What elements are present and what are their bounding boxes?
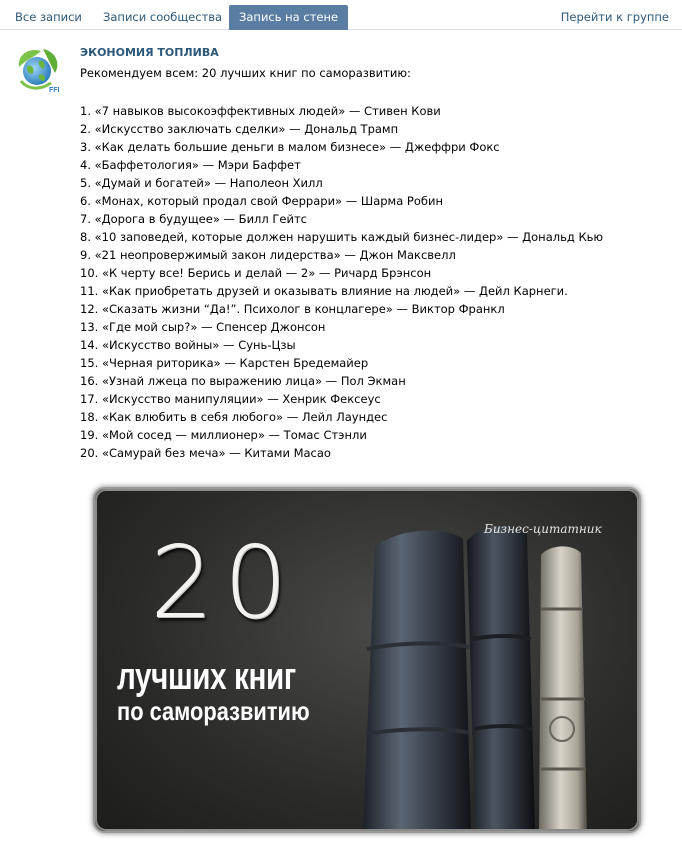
post	[80, 46, 670, 462]
book-item: 15. «Черная риторика» — Карстен Бредемайер	[80, 356, 369, 370]
book-spine-3	[539, 546, 587, 831]
book-item: 3. «Как делать большие деньги в малом бизнесе» — Джеффри Фокс	[80, 140, 500, 154]
image-caption: Бизнес-цитатник	[484, 522, 602, 536]
tab-bar	[0, 0, 682, 30]
book-item: 10. «К черту все! Берись и делай — 2» — Ричард Брэнсон	[80, 266, 432, 280]
tab-community-posts[interactable]: Записи сообщества	[103, 10, 223, 24]
tab-wall-post[interactable]: Запись на стене	[229, 5, 348, 30]
book-spine-1	[363, 531, 471, 831]
book-item: 1. «7 навыков высокоэффективных людей» — Стивен Кови	[80, 104, 441, 118]
book-item: 8. «10 заповедей, которые должен нарушить каждый бизнес-лидер» — Дональд Кью	[80, 230, 604, 244]
book-item: 12. «Сказать жизни “Да!”. Психолог в концлагере» — Виктор Франкл	[80, 302, 505, 316]
book-item: 4. «Баффетология» — Мэри Баффет	[80, 158, 301, 172]
avatar[interactable]	[13, 45, 63, 95]
image-title-line2: по саморазвитию	[117, 696, 310, 726]
image-title-line1: лучших книг	[117, 656, 296, 698]
avatar-badge: FFI	[49, 87, 60, 94]
book-item: 19. «Мой сосед — миллионер» — Томас Стэнли	[80, 428, 367, 442]
book-item: 11. «Как приобретать друзей и оказывать влияние на людей» — Дейл Карнеги.	[80, 284, 568, 298]
book-item: 5. «Думай и богатей» — Наполеон Хилл	[80, 176, 323, 190]
globe-leaf-logo-icon	[13, 45, 63, 95]
book-item: 9. «21 неопровержимый закон лидерства» — Джон Максвелл	[80, 248, 456, 262]
book-item: 20. «Самурай без меча» — Китами Масао	[80, 446, 331, 460]
book-spine-2	[467, 526, 535, 831]
book-item: 18. «Как влюбить в себя любого» — Лейл Лаундес	[80, 410, 388, 424]
book-item: 2. «Искусство заключать сделки» — Дональд Трамп	[80, 122, 399, 136]
image-number: 20	[150, 524, 298, 641]
book-item: 13. «Где мой сыр?» — Спенсер Джонсон	[80, 320, 326, 334]
book-item: 17. «Искусство манипуляции» — Хенрик Фексеус	[80, 392, 381, 406]
tab-all-posts[interactable]: Все записи	[15, 10, 82, 24]
book-item: 14. «Искусство войны» — Сунь-Цзы	[80, 338, 296, 352]
go-to-group-link[interactable]: Перейти к группе	[560, 10, 669, 24]
post-intro: Рекомендуем всем: 20 лучших книг по саморазвитию:	[80, 66, 411, 80]
book-list	[80, 102, 670, 462]
post-author[interactable]: ЭКОНОМИЯ ТОПЛИВА	[80, 46, 219, 59]
book-item: 16. «Узнай лжеца по выражению лица» — Пол Экман	[80, 374, 406, 388]
book-item: 6. «Монах, который продал свой Феррари» — Шарма Робин	[80, 194, 443, 208]
book-item: 7. «Дорога в будущее» — Билл Гейтс	[80, 212, 307, 226]
